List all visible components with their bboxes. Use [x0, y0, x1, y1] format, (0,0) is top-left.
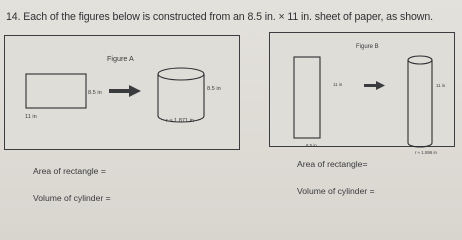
figure-b-title: Figure B — [356, 44, 379, 50]
question-text: Each of the figures below is constructed from an 8.5 in. × 11 in. sheet of paper, as shown. — [23, 11, 433, 23]
area-b-prompt: Area of rectangle= — [297, 159, 368, 169]
question-14 — [6, 11, 456, 23]
figure-b-rect-width-label: 8.5 in — [306, 143, 317, 148]
figure-b-drawing — [270, 33, 454, 146]
figure-a-cyl-height-label: 8.5 in — [207, 86, 221, 92]
figure-b-radius-label: r ≈ 1.596 in — [415, 150, 437, 155]
figure-b-rectangle — [294, 57, 320, 138]
figure-a-rectangle — [26, 74, 86, 108]
figure-a-rect-height-label: 8.5 in — [88, 90, 102, 96]
figure-b-cyl-height-label: 11 in — [436, 83, 446, 88]
figure-a-cylinder — [158, 68, 204, 122]
area-a-prompt: Area of rectangle = — [33, 166, 106, 176]
volume-a-prompt: Volume of cylinder = — [33, 193, 111, 203]
figure-b-rect-height-label: 11 in — [333, 82, 343, 87]
figure-b-cylinder — [408, 56, 432, 147]
volume-b-prompt: Volume of cylinder = — [297, 186, 375, 196]
figure-a-arrow — [109, 85, 141, 97]
question-number: 14. — [6, 11, 21, 23]
figure-a-drawing — [5, 36, 239, 149]
figure-a-box — [4, 35, 240, 150]
figure-a-radius-label: r ≈ 1.871 in — [166, 118, 194, 124]
figure-a-title: Figure A — [107, 54, 134, 63]
figure-a-rect-width-label: 11 in — [25, 114, 37, 120]
figure-b-arrow — [364, 81, 385, 90]
figure-b-box — [269, 32, 455, 155]
